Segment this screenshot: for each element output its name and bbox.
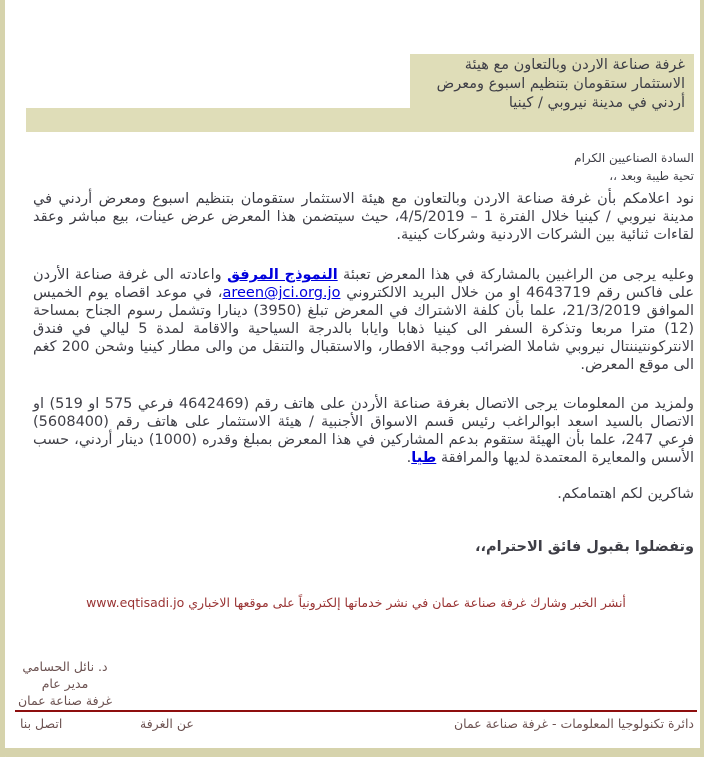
email-link[interactable]: areen@jci.org.jo — [222, 285, 341, 301]
announcement-title: غرفة صناعة الاردن وبالتعاون مع هيئة الاستثمار ستقومان بتنظيم اسبوع ومعرض أردني في مدينة نيروبي / كينيا — [436, 57, 685, 111]
closing-line: وتفضلوا بقبول فائق الاحترام،، — [474, 539, 694, 555]
signature-divider-line — [15, 710, 697, 712]
promo-text: أنشر الخبر وشارك غرفة صناعة عمان في نشر خدماتها إلكترونياً على موقعها الاخباري — [184, 595, 626, 610]
paragraph-2-text-before: وعليه يرجى من الراغبين بالمشاركة في هذا المعرض تعبئة — [337, 267, 695, 283]
page-border-left — [0, 0, 5, 757]
page-border-bottom — [0, 748, 704, 757]
greeting-line: تحية طيبة وبعد ،، — [609, 169, 694, 183]
footer-link-contact[interactable]: اتصل بنا — [20, 716, 63, 731]
paragraph-2-text-after: ، في موعد اقصاه يوم الخميس الموافق 21/3/2019، علما بأن كلفة الاشتراك في المعرض تبلغ (3950) دينارا وتشمل رسوم الجناح بمساحة (12) مترا مربعا وتذكرة السفر الى كينيا ذهابا وايابا بالدرجة السياحية والاقامة لمدة 5 ليالي في فندق الانتركونتيننتال نيروبي شاملا الضرائب ووجبة الافطار، والاستقبال والتنقل من والى مطار كينيا وشحن 200 كغم الى موقع المعرض. — [33, 285, 695, 373]
page-border-right — [700, 0, 704, 757]
thanks-line: شاكرين لكم اهتمامكم. — [557, 486, 694, 502]
attached-form-link[interactable]: النموذج المرفق — [227, 267, 338, 283]
footer-dept-label: دائرة تكنولوجيا المعلومات - غرفة صناعة عمان — [453, 716, 694, 731]
salutation-block — [33, 149, 694, 185]
paragraph-3-text-after: . — [406, 450, 412, 466]
footer-link-about[interactable]: عن الغرفة — [140, 716, 194, 731]
promo-note — [15, 594, 697, 611]
body-paragraph-3 — [33, 395, 694, 467]
paragraph-3-text-before: ولمزيد من المعلومات يرجى الاتصال بغرفة صناعة الأردن على هاتف رقم (4642469 فرعي 575 او 519) او الاتصال بالسيد اسعد ابوالراغب رئيس قسم الاسواق الأجنبية / هيئة الاستثمار على هاتف رقم (5608400) فرعي 247، علما بأن الهيئة ستقوم بدعم المشاركين في هذا المعرض بمبلغ وقدره (1000) دينار أردني، حسب الأسس والمعايرة المعتمدة لديها والمرافقة — [33, 396, 695, 466]
salutation-line: السادة الصناعيين الكرام — [574, 151, 694, 165]
attachment-tiya-link[interactable]: طيا — [411, 450, 437, 466]
signature-name: د. نائل الحسامي — [22, 659, 108, 674]
body-paragraph-1 — [33, 190, 694, 244]
paragraph-1-text: نود اعلامكم بأن غرفة صناعة الاردن وبالتعاون مع هيئة الاستثمار ستقومان بتنظيم اسبوع ومعرض أردني في مدينة نيروبي / كينيا خلال الفترة 1 – 4/5/2019، حيث سيتضمن هذا المعرض عرض عينات، بيع مباشر وعقد لقاءات ثنائية بين الشركات الاردنية وشركات كينية. — [33, 191, 694, 243]
announcement-title-box — [410, 54, 694, 132]
signature-org: غرفة صناعة عمان — [17, 693, 113, 708]
body-paragraph-2 — [33, 266, 694, 374]
signature-block — [13, 658, 117, 709]
eqtisadi-link[interactable]: www.eqtisadi.jo — [86, 595, 185, 610]
paragraph-2-text-middle: واعادته الى غرفة صناعة الأردن على فاكس رقم 4643719 او من خلال البريد الالكتروني — [33, 267, 695, 301]
signature-title: مدير عام — [41, 676, 89, 691]
